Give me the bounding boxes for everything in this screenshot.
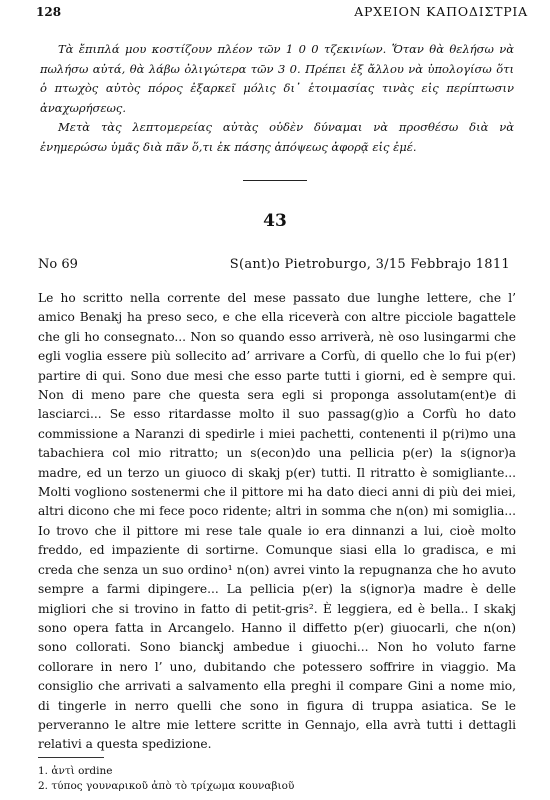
letter-place-date: S(ant)o Pietroburgo, 3/15 Febbrajo 1811 <box>229 257 510 272</box>
footnote-2: 2. τύπος γουναρικοῦ ἀπὸ τὸ τρίχωμα κουναβιοῦ <box>38 780 295 792</box>
footnotes <box>38 764 294 794</box>
letter-body <box>38 289 516 755</box>
document-number: 43 <box>263 211 287 231</box>
greek-translation <box>40 40 514 157</box>
running-title: ΑΡΧΕΙΟΝ ΚΑΠΟΔΙΣΤΡΙΑ <box>354 4 528 19</box>
letter-reference: No 69 <box>38 257 78 272</box>
greek-paragraph-1: Τὰ ἔπιπλά μου κοστίζουν πλέον τῶν 1 0 0 τζεκινίων. Ὅταν θὰ θελήσω νὰ πωλήσω αὐτά, θὰ λάβω ὀλιγώτερα τῶν 3 0. Πρέπει ἐξ ἄλλου νὰ ὑπολογίσω ὅτι ὁ πτωχὸς αὐτὸς πόρος ἐξαρκεῖ μόλις δι᾿ ἑτοιμασίας τινὰς εἰς περίπτωσιν ἀναχωρήσεως. <box>40 42 514 115</box>
letter-body-paragraph: Le ho scritto nella corrente del mese passato due lunghe lettere, che l’ amico Benakj ha preso seco, e che ella riceverà con altre picciole bagattele che gli ho consegnato... Non so quando esso arriverà, nè oso lusingarmi che egli voglia essere più sollecito ad’ arrivare a Corfù, di quello che lo fui p(er) partire di qui. Sono due mesi che esso parte tutti i giorni, ed è sempre qui. Non di meno pare che questa sera egli si proponga assolutam(ent)e di lasciarci... Se esso ritardasse molto il suo passag(g)io a Corfù ho dato commissione a Naranzi di spedirle i miei pachetti, contenenti il p(ri)mo una tabachiera col mio ritratto; un s(econ)do una pellicia p(er) la s(ignor)a madre, ed un terzo un giuoco di skakj p(er) tutti. Il ritratto è somigliante... Molti vogliono sostenermi che il pittore mi ha dato dieci anni di più dei miei, altri dicono che mi fece poco ridente; altri in somma che n(on) mi somiglia... Io trovo che il pittore mi rese tale quale io era dinnanzi a lui, cioè molto freddo, ed impaziente di sortirne. Comunque siasi ella lo gradisca, e mi creda che senza un suo ordino¹ n(on) avrei vinto la repugnanza che ho avuto sempre a farmi dipingere... La pellicia p(er) la s(ignor)a madre è delle migliori che si trovino in fatto di petit-gris². È leggiera, ed è bella.. I skakj sono opera fatta in Arcangelo. Hanno il diffetto p(er) giuocarli, che n(on) sono collorati. Sono bianckj ambedue i giuochi... Non ho voluto farne collorare in nero l’ uno, dubitando che potessero soffrire in viaggio. Ma consiglio che arrivati a salvamento ella preghi il compare Gini a nome mio, di tingerle in nerro quelli che sono in figura di truppa asiatica. Se le perveranno le altre mie lettere scritte in Gennajo, ella avrà tutti i dettagli relativi a questa spedizione. <box>38 291 516 752</box>
greek-paragraph-2: Μετὰ τὰς λεπτομερείας αὐτὰς οὐδὲν δύναμαι νὰ προσθέσω διὰ νὰ ἐνημερώσω ὑμᾶς διὰ πᾶν ὅ,τι ἐκ πάσης ἀπόψεως ἀφορᾷ εἰς ἐμέ. <box>40 120 514 154</box>
section-divider <box>243 180 307 181</box>
footnote-1: 1. ἀντὶ ordine <box>38 765 113 777</box>
footnote-divider <box>38 757 104 758</box>
running-header <box>36 4 528 19</box>
letter-heading <box>38 257 510 272</box>
page-number: 128 <box>36 5 62 19</box>
